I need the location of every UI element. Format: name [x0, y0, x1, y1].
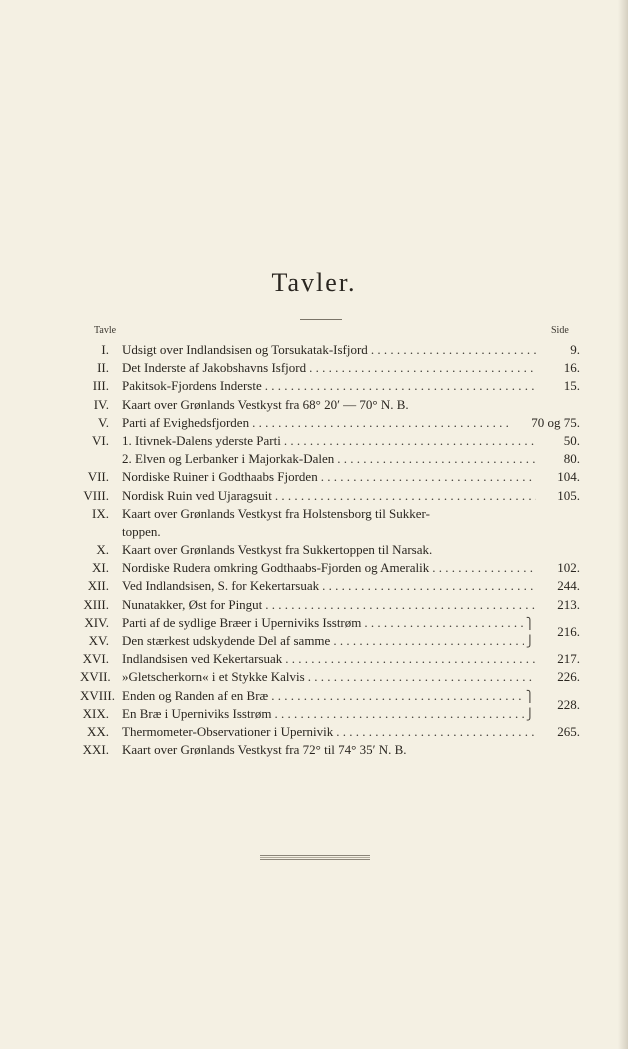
- title-rule: [300, 319, 342, 320]
- list-item: [80, 705, 580, 723]
- leader-dots: [268, 687, 524, 705]
- list-item: [80, 523, 580, 541]
- plate-number: XIV.: [84, 614, 109, 630]
- leader-dots: [330, 632, 524, 650]
- plate-title: Kaart over Grønlands Vestkyst fra 68° 20′ — 70° N. B.: [122, 396, 409, 412]
- leader-dots: [334, 450, 536, 468]
- page-ref: 213.: [557, 596, 580, 612]
- plate-number: XV.: [88, 633, 109, 648]
- plate-number: XVII.: [80, 669, 111, 685]
- list-item: [80, 432, 580, 450]
- page-ref: 70 og 75.: [531, 414, 580, 430]
- column-header-side: Side: [551, 325, 569, 336]
- plate-title: Det Inderste af Jakobshavns Isfjord: [122, 360, 307, 376]
- closing-double-rule: [260, 855, 370, 860]
- plate-number: XX.: [86, 723, 109, 739]
- plate-title: 2. Elven og Lerbanker i Majorkak-Dalen: [122, 451, 335, 467]
- page-ref: 9.: [570, 342, 580, 357]
- leader-dots: [361, 614, 524, 632]
- list-item: [80, 396, 580, 414]
- list-item: [80, 614, 580, 632]
- leader-dots: [272, 487, 536, 505]
- leader-dots: [282, 650, 536, 668]
- brace-top-glyph: ⎫: [525, 617, 535, 630]
- plate-title: Parti af de sydlige Bræer i Uperniviks Isstrøm: [122, 614, 362, 630]
- plate-title: Den stærkest udskydende Del af samme: [122, 633, 331, 648]
- plate-title: Nunatakker, Øst for Pingut: [122, 596, 263, 612]
- column-header-tavle: Tavle: [94, 325, 117, 336]
- leader-dots: [429, 559, 536, 577]
- list-item: [80, 668, 580, 686]
- list-item: [80, 741, 580, 759]
- brace-group-xviii-xix: [80, 687, 580, 723]
- plate-number: XI.: [92, 560, 109, 576]
- page-ref: 244.: [557, 578, 580, 594]
- leader-dots: [262, 377, 536, 395]
- plate-title: Kaart over Grønlands Vestkyst fra Sukkertoppen til Narsak.: [122, 542, 433, 558]
- plate-title: Udsigt over Indlandsisen og Torsukatak-Isfjord: [122, 342, 368, 357]
- plate-number: III.: [92, 378, 109, 394]
- plates-list: [80, 341, 580, 759]
- brace-bottom-glyph: ⎭: [525, 708, 535, 721]
- leader-dots: [318, 468, 536, 486]
- leader-dots: [272, 705, 525, 723]
- plate-title: Indlandsisen ved Kekertarsuak: [122, 651, 283, 667]
- page-ref: 105.: [557, 487, 580, 503]
- plate-number: XIX.: [82, 705, 109, 721]
- leader-dots: [262, 596, 536, 614]
- leader-dots: [306, 359, 536, 377]
- plate-title: Pakitsok-Fjordens Inderste: [122, 378, 262, 394]
- list-item: [80, 414, 580, 432]
- plate-number: VII.: [87, 469, 109, 485]
- list-item: [80, 596, 580, 614]
- plate-title: Ved Indlandsisen, S. for Kekertarsuak: [122, 578, 320, 594]
- leader-dots: [281, 432, 536, 450]
- page-ref: 216.: [557, 623, 580, 639]
- page-ref: 228.: [557, 696, 580, 712]
- list-item: [80, 650, 580, 668]
- page-ref: 80.: [563, 451, 580, 467]
- list-item: [80, 341, 580, 359]
- plate-title: 1. Itivnek-Dalens yderste Parti: [122, 432, 281, 448]
- leader-dots: [249, 414, 510, 432]
- plate-title: Kaart over Grønlands Vestkyst fra Holstensborg til Sukker-: [122, 505, 430, 521]
- leader-dots: [319, 577, 536, 595]
- plate-title: Nordisk Ruin ved Ujaragsuit: [122, 487, 272, 503]
- list-item: [80, 687, 580, 705]
- list-item: [80, 632, 580, 650]
- list-item: [80, 468, 580, 486]
- plate-number: V.: [98, 414, 109, 430]
- plate-title: toppen.: [122, 523, 161, 539]
- brace-group-xiv-xv: [80, 614, 580, 650]
- plate-title: »Gletscherkorn« i et Stykke Kalvis: [122, 669, 305, 685]
- list-item: [80, 377, 580, 395]
- list-item: [80, 541, 580, 559]
- page-ref: 15.: [563, 378, 580, 394]
- page-ref: 226.: [557, 669, 580, 685]
- page-ref: 217.: [557, 651, 580, 667]
- list-item: [80, 505, 580, 523]
- plate-number: XXI.: [82, 742, 109, 758]
- plate-title: Kaart over Grønlands Vestkyst fra 72° til 74° 35′ N. B.: [122, 742, 407, 758]
- list-item: [80, 487, 580, 505]
- list-item: [80, 359, 580, 377]
- plate-title: Parti af Evighedsfjorden: [122, 414, 250, 430]
- page-ref: 265.: [557, 723, 580, 739]
- plate-number: IX.: [92, 505, 109, 521]
- list-item: [80, 450, 580, 468]
- plate-number: X.: [96, 542, 109, 558]
- plate-number: XIII.: [83, 596, 109, 612]
- brace-top-glyph: ⎫: [525, 690, 535, 703]
- plate-title: Nordiske Ruiner i Godthaabs Fjorden: [122, 469, 318, 485]
- plate-title: Thermometer-Observationer i Upernivik: [122, 723, 334, 739]
- plate-title: Nordiske Rudera omkring Godthaabs-Fjorden og Ameralik: [122, 560, 430, 576]
- list-item: [80, 559, 580, 577]
- plate-title: Enden og Randen af en Bræ: [122, 687, 269, 703]
- leader-dots: [305, 668, 536, 686]
- plate-number: XII.: [87, 578, 109, 594]
- page-title: Tavler.: [271, 268, 357, 297]
- page-ref: 50.: [563, 432, 580, 448]
- plate-title: En Bræ i Uperniviks Isstrøm: [122, 705, 272, 721]
- page-ref: 102.: [557, 560, 580, 576]
- brace-bottom-glyph: ⎭: [525, 636, 535, 648]
- plate-number: XVI.: [82, 651, 109, 667]
- plate-number: I.: [101, 342, 109, 357]
- list-item: [80, 577, 580, 595]
- plate-number: IV.: [93, 396, 109, 412]
- page-edge-shadow: [618, 0, 628, 1049]
- leader-dots: [368, 341, 536, 359]
- plate-number: II.: [97, 360, 109, 376]
- page-ref: 104.: [557, 469, 580, 485]
- leader-dots: [333, 723, 536, 741]
- plate-number: XVIII.: [80, 687, 116, 703]
- list-item: [80, 723, 580, 741]
- page-ref: 16.: [563, 360, 580, 376]
- plate-number: VI.: [92, 432, 109, 448]
- plate-number: VIII.: [83, 487, 109, 503]
